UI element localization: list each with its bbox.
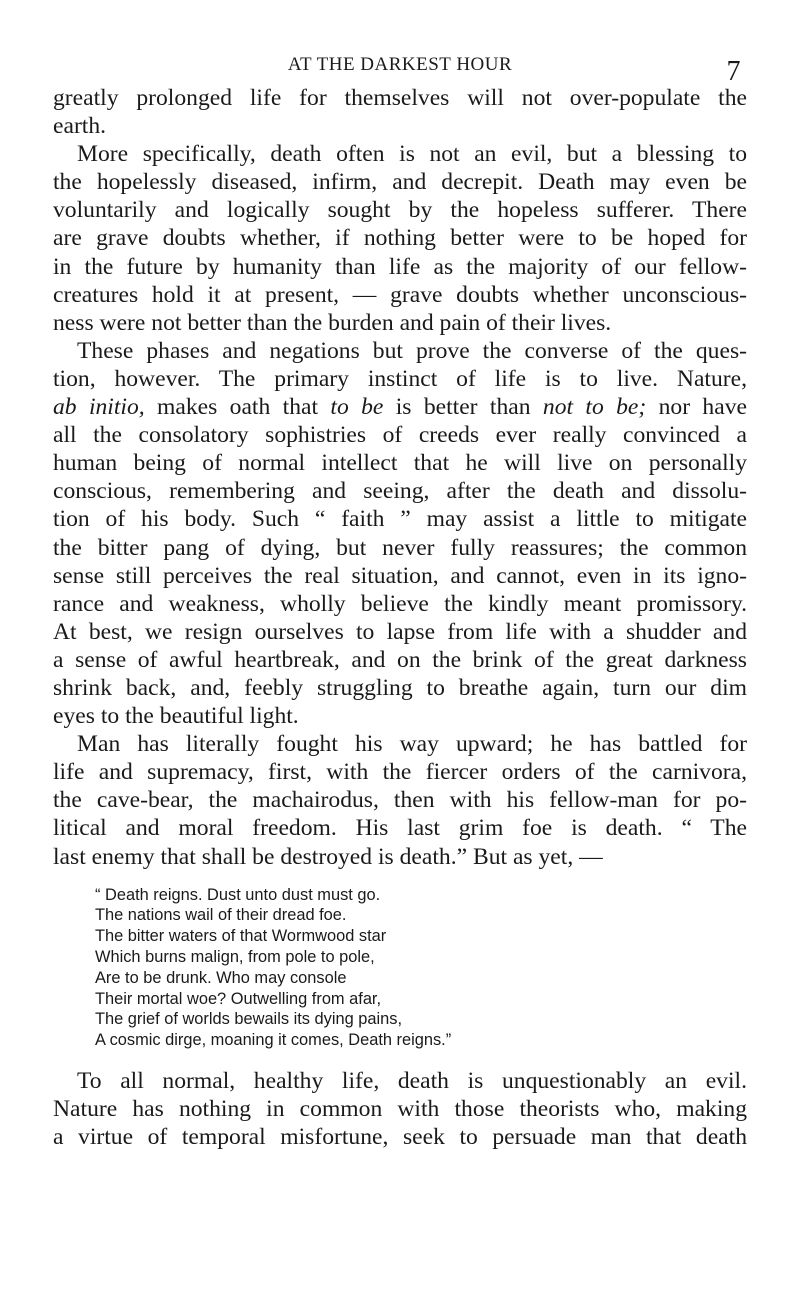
paragraph xyxy=(53,140,747,337)
running-title: AT THE DARKEST HOUR xyxy=(287,54,513,75)
text-line: greatly prolonged life for themselves will not over-populate the xyxy=(53,85,747,111)
text-line: rance and weakness, wholly believe the kindly meant promissory. xyxy=(53,590,747,617)
text-line: a sense of awful heartbreak, and on the brink of the great darkness xyxy=(53,646,747,673)
text-line: life and supremacy, first, with the fiercer orders of the carnivora, xyxy=(53,759,747,786)
text-line: earth. xyxy=(53,113,107,140)
text-line: More specifically, death often is not an evil, but a blessing to xyxy=(77,141,747,168)
verse-line: Which burns malign, from pole to pole, xyxy=(95,948,375,967)
text-line: ness were not better than the burden and pain of their lives. xyxy=(53,309,612,336)
body-text xyxy=(53,84,747,1151)
verse-line: Are to be drunk. Who may console xyxy=(95,968,347,987)
paragraph xyxy=(53,730,747,870)
text-line: sense still perceives the real situation, and cannot, even in its igno- xyxy=(53,562,747,589)
text-line: voluntarily and logically sought by the hopeless sufferer. There xyxy=(53,197,747,224)
paragraph xyxy=(53,1067,747,1151)
prose-before-verse xyxy=(53,84,747,871)
text-line: Man has literally fought his way upward; he has battled for xyxy=(77,731,747,758)
text-line: Nature has nothing in common with those theorists who, making xyxy=(53,1096,747,1123)
text-line: tion, however. The primary instinct of life is to live. Nature, xyxy=(53,365,747,392)
running-head xyxy=(53,48,747,87)
text-line: in the future by humanity than life as the majority of our fellow- xyxy=(53,253,747,280)
text-line: human being of normal intellect that he will live on personally xyxy=(53,450,747,477)
text-line: shrink back, and, feebly struggling to breathe again, turn our dim xyxy=(53,674,747,701)
page-number: 7 xyxy=(726,56,741,87)
text-line: eyes to the beautiful light. xyxy=(53,703,299,730)
text-line: conscious, remembering and seeing, after the death and dissolu- xyxy=(53,478,747,505)
text-line: a virtue of temporal misfortune, seek to persuade man that death xyxy=(53,1124,747,1151)
text-line: creatures hold it at present, — grave doubts whether unconscious- xyxy=(53,281,747,308)
verse-line: “ Death reigns. Dust unto dust must go. xyxy=(95,885,381,904)
text-line: are grave doubts whether, if nothing better were to be hoped for xyxy=(53,225,747,252)
text-line: all the consolatory sophistries of creeds ever really convinced a xyxy=(53,422,747,449)
text-line: To all normal, healthy life, death is unquestionably an evil. xyxy=(77,1068,747,1094)
text-line: ab initio, makes oath that to be is better than not to be; nor have xyxy=(53,394,747,421)
paragraph xyxy=(53,337,747,730)
text-line: the hopelessly diseased, infirm, and decrepit. Death may even be xyxy=(53,169,747,196)
book-page xyxy=(53,48,747,1151)
text-line: These phases and negations but prove the converse of the ques- xyxy=(77,337,747,364)
verse-line: Their mortal woe? Outwelling from afar, xyxy=(95,989,382,1008)
text-line: last enemy that shall be destroyed is death.” But as yet, — xyxy=(53,843,603,870)
text-line: litical and moral freedom. His last grim foe is death. “ The xyxy=(53,815,747,842)
verse-quotation xyxy=(53,885,747,1051)
prose-after-verse xyxy=(53,1067,747,1151)
text-line: the bitter pang of dying, but never fully reassures; the common xyxy=(53,534,747,561)
verse-line: The bitter waters of that Wormwood star xyxy=(95,927,387,946)
verse-line: A cosmic dirge, moaning it comes, Death reigns.” xyxy=(95,1031,452,1050)
text-line: tion of his body. Such “ faith ” may assist a little to mitigate xyxy=(53,506,747,533)
text-line: At best, we resign ourselves to lapse from life with a shudder and xyxy=(53,618,747,645)
paragraph xyxy=(53,84,747,140)
verse-line: The nations wail of their dread foe. xyxy=(95,906,347,925)
verse-line: The grief of worlds bewails its dying pains, xyxy=(95,1010,403,1029)
text-line: the cave-bear, the machairodus, then with his fellow-man for po- xyxy=(53,787,747,814)
